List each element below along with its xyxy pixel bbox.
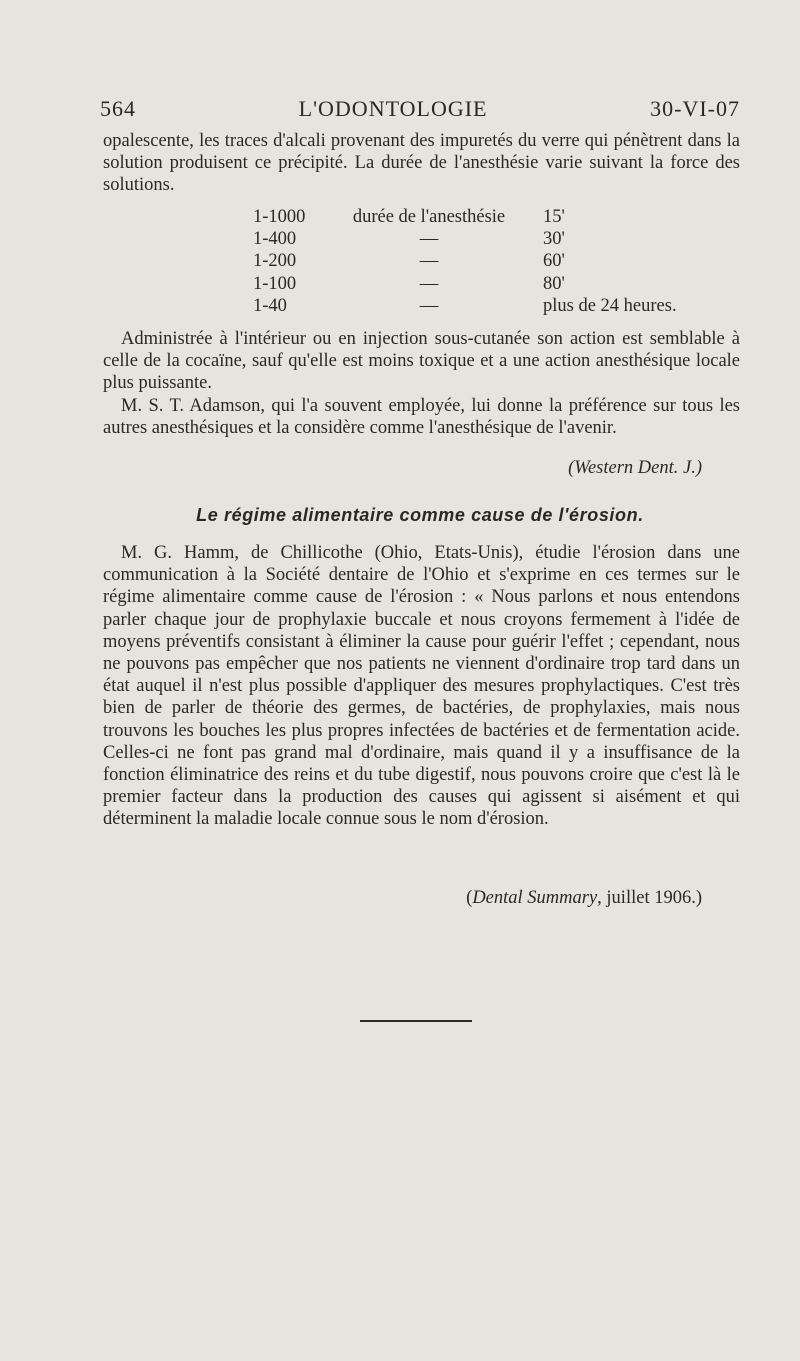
label-cell: — — [419, 273, 439, 294]
table-row — [253, 228, 743, 250]
adamson-paragraph: M. S. T. Adamson, qui l'a souvent employée, lui donne la préférence sur tous les autres anesthésiques et la considère comme l'anesthésique de l'avenir. — [103, 395, 740, 438]
citation-journal: Dental Summary — [472, 888, 598, 908]
hamm-paragraph: M. G. Hamm, de Chillicothe (Ohio, Etats-Unis), étudie l'érosion dans une communication à la Société dentaire de l'Ohio et s'exprime en ces termes sur le régime alimentaire comme cause de l'érosion : « Nous parlons et nous entendons parler chaque jour de prophylaxie buccale et nous croyons fermement à l'idée de moyens préventifs consistant à éliminer la cause pour guérir l'effet ; cependant, nous ne pouvons pas empêcher que nos patients ne viennent d'ordinaire trop tard dans un état auquel il n'est plus possible d'appliquer des mesures prophylactiques. C'est très bien de parler de théorie des germes, de bactéries, de prophylaxies, mais nous trouvons les bouches les plus propres infectées de bactéries et de fermentation acide. Celles-ci ne font pas grand mal d'ordinaire, mais quand il y a insuffisance de la fonction éliminatrice des reins et du tube digestif, nous pouvons croire que c'est là le premier facteur dans la production des causes qui agissent si aisément et qui déterminent la maladie locale connue sous le nom d'érosion. — [103, 543, 740, 830]
running-header — [100, 96, 740, 122]
citation-date: , juillet 1906.) — [597, 888, 702, 908]
duration-cell: 60' — [543, 251, 565, 272]
table-row — [253, 250, 743, 272]
duration-cell: 30' — [543, 229, 565, 250]
issue-date: 30-VI-07 — [650, 96, 740, 121]
duration-cell: 80' — [543, 273, 565, 294]
ratio-cell: 1-40 — [253, 295, 287, 316]
administration-paragraph: Administrée à l'intérieur ou en injection sous-cutanée son action est semblable à celle de la cocaïne, sauf qu'elle est moins toxique et a une action anesthésique locale plus puissante. — [103, 329, 740, 394]
citation-dental-summary — [466, 888, 702, 909]
section-heading: Le régime alimentaire comme cause de l'érosion. — [196, 505, 644, 525]
label-cell: durée de l'anesthésie — [352, 207, 506, 227]
citation-western-dent: (Western Dent. J.) — [568, 458, 702, 478]
intro-paragraph-block — [103, 130, 740, 197]
table-row — [253, 295, 743, 317]
page-number: 564 — [100, 96, 136, 121]
label-cell: — — [419, 295, 439, 316]
intro-paragraph: opalescente, les traces d'alcali provenant des impuretés du verre qui pénètrent dans la solution produisent ce précipité. La durée de l'anesthésie varie suivant la force des solutions. — [103, 131, 740, 196]
label-cell: — — [419, 229, 439, 250]
duration-cell: plus de 24 heures. — [543, 295, 677, 316]
duration-cell: 15' — [543, 207, 565, 227]
journal-title: L'ODONTOLOGIE — [298, 96, 488, 121]
ratio-cell: 1-1000 — [253, 207, 306, 227]
ratio-cell: 1-400 — [253, 229, 297, 250]
ratio-cell: 1-200 — [253, 251, 297, 272]
end-rule-divider — [360, 1020, 472, 1022]
cocaine-comparison-block — [103, 328, 740, 439]
label-cell: — — [419, 251, 439, 272]
erosion-article-block — [103, 542, 740, 831]
table-row — [253, 273, 743, 295]
ratio-cell: 1-100 — [253, 273, 297, 294]
citation-open-paren: ( — [466, 888, 473, 908]
table-row — [253, 206, 743, 228]
solution-duration-table — [253, 206, 743, 317]
